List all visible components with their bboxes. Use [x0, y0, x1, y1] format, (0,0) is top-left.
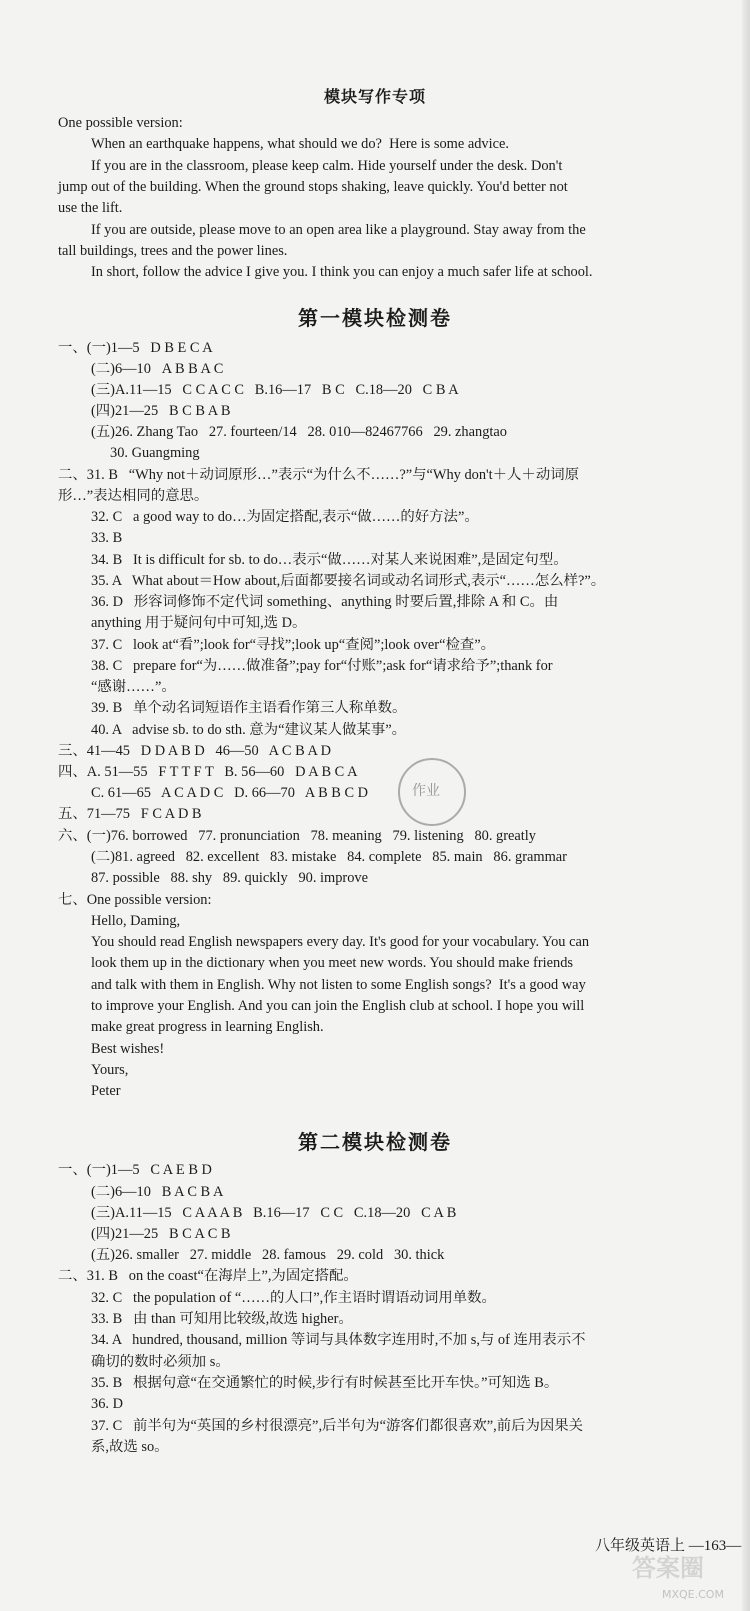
text-line: Best wishes!: [91, 1041, 165, 1057]
text-line: Peter: [91, 1083, 121, 1099]
text-line: 34. B It is difficult for sb. to do…表示“做……对某人来说困难”,是固定句型。: [91, 552, 568, 568]
text-line: 二、31. B on the coast“在海岸上”,为固定搭配。: [58, 1268, 358, 1284]
text-line: 36. D 形容词修饰不定代词 something、anything 时要后置,排除 A 和 C。由: [91, 594, 559, 610]
text-line: If you are outside, please move to an open area like a playground. Stay away from the: [91, 222, 586, 238]
page-footer: 八年级英语上 —163—: [595, 1538, 742, 1554]
text-line: (四)21—25 B C A C B: [91, 1226, 231, 1242]
watermark-url: MXQE.COM: [662, 1588, 724, 1601]
text-line: (二)6—10 B A C B A: [91, 1184, 224, 1200]
text-line: 37. C 前半句为“英国的乡村很漂亮”,后半句为“游客们都很喜欢”,前后为因果关: [91, 1418, 584, 1434]
text-line: (二)81. agreed 82. excellent 83. mistake 84. complete 85. main 86. grammar: [91, 849, 567, 865]
text-line: 32. C the population of “……的人口”,作主语时谓语动词用单数。: [91, 1290, 496, 1306]
text-line: 87. possible 88. shy 89. quickly 90. improve: [91, 870, 369, 886]
text-line: 系,故选 so。: [91, 1439, 169, 1455]
text-line: 39. B 单个动名词短语作主语看作第三人称单数。: [91, 700, 407, 716]
text-line: C. 61—65 A C A D C D. 66—70 A B B C D: [91, 785, 369, 801]
text-line: 35. B 根据句意“在交通繁忙的时候,步行有时候甚至比开车快。”可知选 B。: [91, 1375, 559, 1391]
text-line: use the lift.: [58, 200, 123, 216]
text-line: 二、31. B “Why not＋动词原形…”表示“为什么不……?”与“Why don't＋人＋动词原: [58, 467, 579, 483]
text-line: jump out of the building. When the ground stops shaking, leave quickly. You'd better not: [58, 179, 568, 195]
text-line: 33. B 由 than 可知用比较级,故选 higher。: [91, 1311, 353, 1327]
text-line: 38. C prepare for“为……做准备”;pay for“付账”;ask for“请求给予”;thank for: [91, 658, 553, 674]
text-line: When an earthquake happens, what should we do? Here is some advice.: [91, 136, 509, 152]
text-line: In short, follow the advice I give you. I think you can enjoy a much safer life at school.: [91, 264, 593, 280]
text-line: 确切的数时必须加 s。: [91, 1354, 230, 1370]
text-line: 32. C a good way to do…为固定搭配,表示“做……的好方法”。: [91, 509, 479, 525]
text-line: make great progress in learning English.: [91, 1019, 324, 1035]
text-line: 六、(一)76. borrowed 77. pronunciation 78. meaning 79. listening 80. greatly: [58, 828, 537, 844]
text-line: Yours,: [91, 1062, 129, 1078]
text-line: tall buildings, trees and the power lines.: [58, 243, 288, 259]
text-line: 36. D: [91, 1396, 123, 1412]
text-line: 七、One possible version:: [58, 892, 212, 908]
text-line: (二)6—10 A B B A C: [91, 361, 224, 377]
text-line: If you are in the classroom, please keep calm. Hide yourself under the desk. Don't: [91, 158, 563, 174]
text-line: 一、(一)1—5 C A E B D: [58, 1162, 212, 1178]
stamp-label: 作业: [412, 783, 440, 799]
text-line: (三)A.11—15 C C A C C B.16—17 B C C.18—20 C B A: [91, 382, 459, 398]
text-line: 35. A What about＝How about,后面都要接名词或动名词形式,表示“……怎么样?”。: [91, 573, 606, 589]
text-line: (五)26. Zhang Tao 27. fourteen/14 28. 010—82467766 29. zhangtao: [91, 424, 507, 440]
text-line: Hello, Daming,: [91, 913, 181, 929]
module2-title: 第二模块检测卷: [298, 1130, 452, 1154]
text-line: 四、A. 51—55 F T T F T B. 56—60 D A B C A: [58, 764, 358, 780]
homework-stamp: [398, 758, 466, 826]
text-line: 33. B: [91, 530, 123, 546]
text-line: 一、(一)1—5 D B E C A: [58, 340, 213, 356]
text-line: 37. C look at“看”;look for“寻找”;look up“查阅”;look over“检查”。: [91, 637, 496, 653]
text-line: (三)A.11—15 C A A A B B.16—17 C C C.18—20 C A B: [91, 1205, 457, 1221]
page-edge: [742, 0, 750, 1611]
writing-section-title: 模块写作专项: [323, 87, 426, 106]
text-line: to improve your English. And you can join the English club at school. I hope you will: [91, 998, 585, 1014]
text-line: and talk with them in English. Why not listen to some English songs? It's a good way: [91, 977, 586, 993]
text-line: 40. A advise sb. to do sth. 意为“建议某人做某事”。: [91, 722, 406, 738]
text-line: 三、41—45 D D A B D 46—50 A C B A D: [58, 743, 332, 759]
text-line: look them up in the dictionary when you meet new words. You should make friends: [91, 955, 574, 971]
text-line: 形…”表达相同的意思。: [58, 488, 209, 504]
text-line: 34. A hundred, thousand, million 等词与具体数字连用时,不加 s,与 of 连用表示不: [91, 1332, 586, 1348]
module1-title: 第一模块检测卷: [298, 306, 452, 330]
text-line: 五、71—75 F C A D B: [58, 806, 202, 822]
text-line: anything 用于疑问句中可知,选 D。: [91, 615, 307, 631]
text-line: 30. Guangming: [110, 445, 200, 461]
text-line: One possible version:: [58, 115, 183, 131]
text-line: “感谢……”。: [91, 679, 176, 695]
text-line: (四)21—25 B C B A B: [91, 403, 231, 419]
watermark-logo: 答案圈: [632, 1554, 704, 1582]
text-line: (五)26. smaller 27. middle 28. famous 29. cold 30. thick: [91, 1247, 445, 1263]
text-line: You should read English newspapers every day. It's good for your vocabulary. You can: [91, 934, 590, 950]
